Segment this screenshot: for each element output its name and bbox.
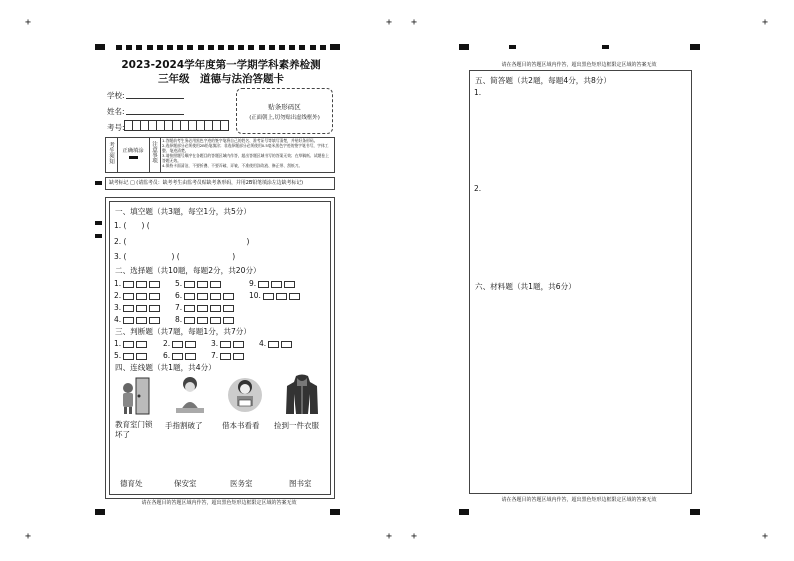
instructions-side-label: 考生须知 (108, 142, 114, 164)
instruction-item: 1.答题前考生务必用黑色字迹的签字笔将自己的姓名、准考证号等填写清楚，并贴好条形码。 (162, 138, 318, 143)
instruction-item: 4.保持卡面清洁，不要折叠、不要弄破、弄皱，不准使用涂改液、修正带、刮纸刀。 (162, 162, 303, 168)
absent-mark-box[interactable] (105, 177, 335, 190)
match-caption-4: 捡到一件衣服 (274, 421, 319, 430)
door-lock-icon (116, 374, 152, 416)
bubble[interactable] (197, 305, 208, 312)
choice-item[interactable]: 7. (175, 303, 234, 312)
bubble[interactable] (263, 293, 274, 300)
bubble[interactable] (258, 281, 269, 288)
judge-item[interactable]: 2. (163, 339, 196, 348)
match-place-3[interactable]: 医务室 (230, 479, 253, 488)
choice-item[interactable]: 10. (249, 291, 300, 300)
fill-line-1[interactable]: 1. ( ) ( (114, 221, 150, 230)
section-judge-title: 三、判断题（共7题，每题1分，共7分） (115, 327, 251, 336)
absent-mark-text: 缺考标记 □ (请监考员：缺考考生由监考员贴缺考条形码，并用2B铅笔填涂左边缺考标记) (109, 180, 304, 186)
timing-mark (459, 509, 469, 515)
timing-mark (330, 509, 340, 515)
short-answer-1[interactable]: 1. (474, 88, 482, 97)
timing-mark (459, 44, 469, 50)
bubble[interactable] (197, 317, 208, 324)
match-place-2[interactable]: 保安室 (174, 479, 197, 488)
instructions-box (105, 137, 335, 173)
bubble[interactable] (136, 281, 147, 288)
choice-item[interactable]: 3. (114, 303, 160, 312)
bubble[interactable] (197, 293, 208, 300)
bubble[interactable] (149, 293, 160, 300)
name-field[interactable] (126, 114, 184, 115)
cut-finger-icon (172, 374, 208, 416)
sheet-title: 2023-2024学年度第一学期学科素养检测 (121, 59, 321, 71)
barcode-title: 贴条形码区 (268, 103, 301, 111)
crop-mark: + (386, 17, 393, 28)
bubble[interactable] (289, 293, 300, 300)
judge-item[interactable]: 6. (163, 351, 196, 360)
bubble[interactable] (210, 317, 221, 324)
match-caption-1: 教育室门锁坏了 (115, 420, 153, 439)
crop-mark: + (411, 531, 418, 542)
bubble[interactable] (276, 293, 287, 300)
barcode-note: (正面朝上,切勿贴出虚线框外) (249, 115, 320, 121)
timing-mark (95, 234, 102, 238)
sheet-subtitle: 三年级 道德与法治答题卡 (158, 73, 284, 85)
bubble[interactable] (149, 317, 160, 324)
footer-note-right: 请在各题目的答题区域内作答，超出黑色矩形边框限定区域的答案无效 (501, 497, 657, 503)
exam-no-label: 考号: (107, 123, 125, 132)
judge-item[interactable]: 4. (259, 339, 292, 348)
judge-item[interactable]: 5. (114, 351, 147, 360)
bubble[interactable] (184, 317, 195, 324)
bubble[interactable] (223, 293, 234, 300)
bubble[interactable] (123, 305, 134, 312)
bubble[interactable] (223, 305, 234, 312)
bubble[interactable] (184, 305, 195, 312)
timing-mark (95, 181, 102, 185)
instruction-item: 3.请按照题号顺序在各题目的答题区域内作答，超出答题区域书写的答案无效；在草稿纸、试题卷上答题无效。 (162, 152, 329, 163)
reading-book-icon (227, 374, 263, 416)
timing-mark (95, 509, 105, 515)
fill-line-3[interactable]: 3. ( ) ( ) (114, 252, 236, 261)
bubble[interactable] (123, 317, 134, 324)
crop-mark: + (386, 531, 393, 542)
bubble[interactable] (136, 293, 147, 300)
timing-mark (330, 44, 340, 50)
bubble[interactable] (197, 281, 208, 288)
short-answer-2[interactable]: 2. (474, 184, 482, 193)
fill-example-label: 正确填涂 (122, 148, 144, 154)
judge-item[interactable]: 1. (114, 339, 147, 348)
choice-item[interactable]: 2. (114, 291, 160, 300)
timing-dash-row (116, 45, 336, 51)
choice-item[interactable]: 1. (114, 279, 160, 288)
section-match-title: 四、连线题（共1题，共4分） (115, 363, 216, 372)
timing-mark (95, 221, 102, 225)
judge-item[interactable]: 7. (211, 351, 244, 360)
choice-item[interactable]: 8. (175, 315, 234, 324)
instructions-list (162, 139, 332, 168)
bubble[interactable] (149, 305, 160, 312)
instruction-item: 2.选择题部分必须使用2B铅笔填涂；非选择题部分必须使用0.5毫米黑色字迹的签字笔书写，字体工整、笔迹清楚。 (162, 142, 329, 153)
crop-mark: + (25, 17, 32, 28)
choice-item[interactable]: 9. (249, 279, 295, 288)
bubble[interactable] (223, 317, 234, 324)
fill-line-2[interactable]: 2. ( ) (114, 237, 250, 246)
bubble[interactable] (271, 281, 282, 288)
crop-mark: + (25, 531, 32, 542)
bubble[interactable] (210, 293, 221, 300)
section-material-title: 六、材料题（共1题，共6分） (475, 282, 576, 291)
school-field[interactable] (126, 98, 184, 99)
footer-note-left: 请在各题目的答题区域内作答，超出黑色矩形边框限定区域的答案无效 (141, 500, 297, 506)
bubble[interactable] (136, 305, 147, 312)
jacket-icon (284, 374, 320, 416)
crop-mark: + (411, 17, 418, 28)
section-short-title: 五、简答题（共2题，每题4分，共8分） (475, 76, 611, 85)
match-place-1[interactable]: 德育处 (120, 479, 143, 488)
timing-mark (690, 509, 700, 515)
match-caption-2: 手指割破了 (165, 421, 203, 430)
notice-label: 注意事项 (151, 141, 157, 163)
match-place-4[interactable]: 图书室 (289, 479, 312, 488)
timing-mark (95, 44, 105, 50)
timing-mark (690, 44, 700, 50)
timing-mark (509, 45, 516, 49)
fill-example-mark (129, 156, 138, 159)
bubble[interactable] (136, 317, 147, 324)
bubble[interactable] (284, 281, 295, 288)
school-label: 学校: (107, 91, 125, 100)
crop-mark: + (762, 531, 769, 542)
name-label: 姓名: (107, 107, 125, 116)
choice-item[interactable]: 6. (175, 291, 234, 300)
header-note-right: 请在各题目的答题区域内作答，超出黑色矩形边框限定区域的答案无效 (501, 62, 657, 68)
bubble[interactable] (210, 305, 221, 312)
choice-item[interactable]: 4. (114, 315, 160, 324)
bubble[interactable] (184, 281, 195, 288)
bubble[interactable] (184, 293, 195, 300)
judge-item[interactable]: 3. (211, 339, 244, 348)
crop-mark: + (762, 17, 769, 28)
bubble[interactable] (123, 281, 134, 288)
section-choice-title: 二、选择题（共10题，每题2分，共20分） (115, 266, 261, 275)
choice-item[interactable]: 5. (175, 279, 221, 288)
match-caption-3: 借本书看看 (222, 421, 260, 430)
bubble[interactable] (123, 293, 134, 300)
bubble[interactable] (149, 281, 160, 288)
section-fill-title: 一、填空题（共3题，每空1分，共5分） (115, 207, 251, 216)
timing-mark (602, 45, 609, 49)
bubble[interactable] (210, 281, 221, 288)
exam-no-grid[interactable] (124, 120, 229, 131)
barcode-area (236, 88, 333, 134)
